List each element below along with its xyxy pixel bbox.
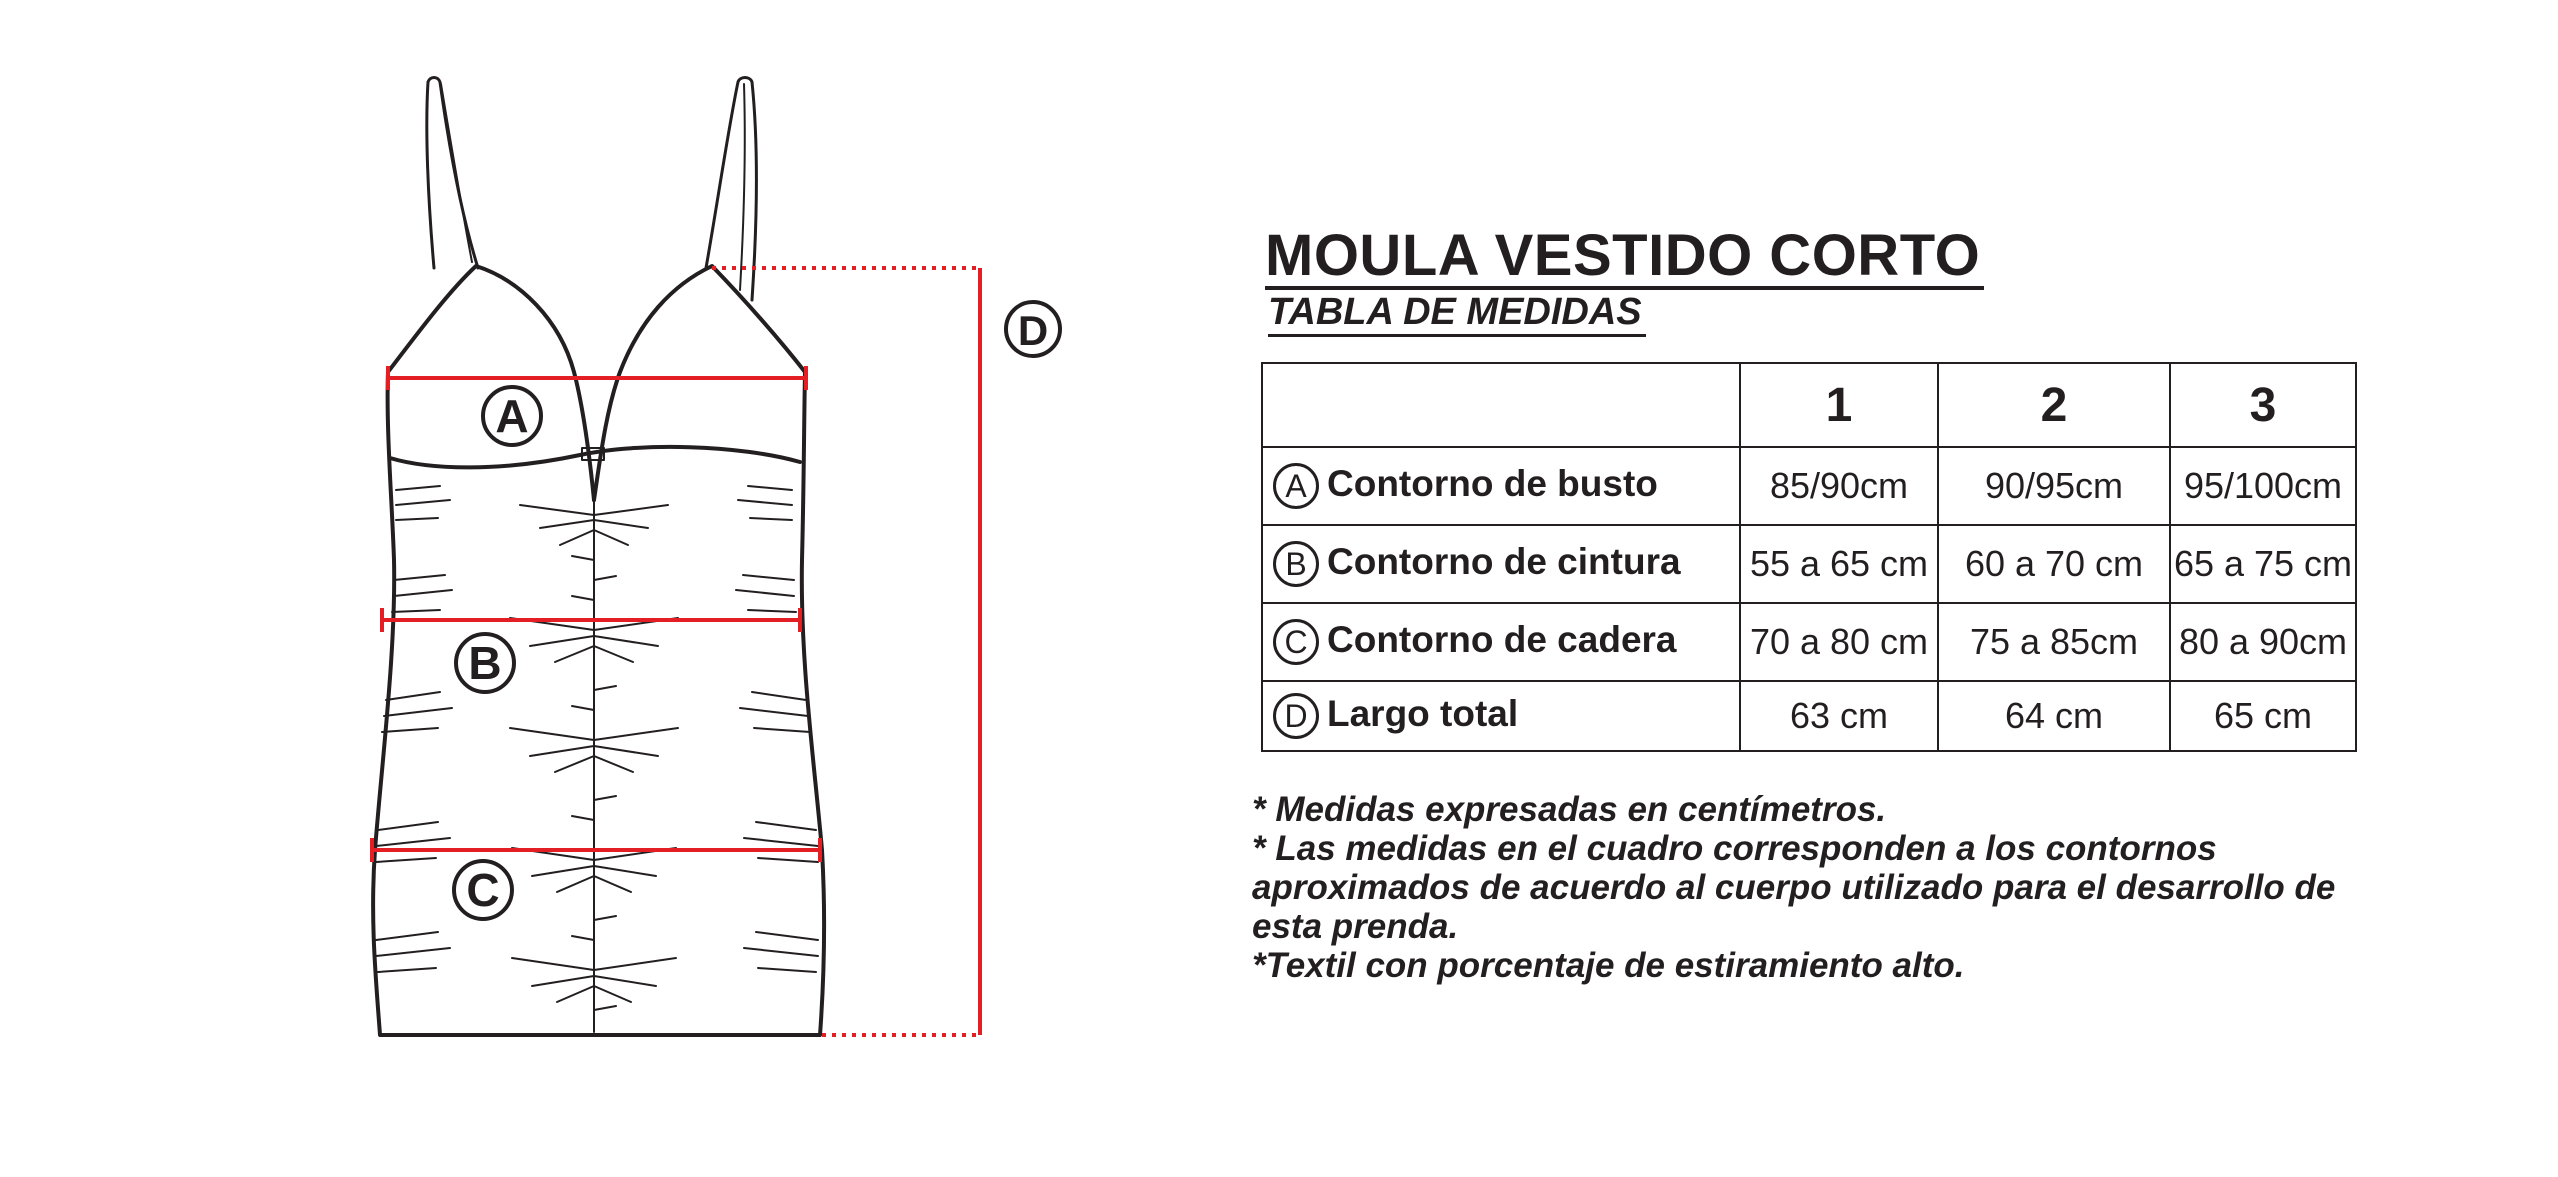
- marker-c: [454, 861, 512, 919]
- value-cell: 95/100cm: [2170, 447, 2356, 525]
- svg-text:C: C: [466, 864, 500, 916]
- right-strap-inner: [740, 84, 745, 290]
- size-header-2: 2: [1938, 363, 2170, 447]
- marker-d: [1006, 302, 1060, 356]
- row-label-text: Contorno de cadera: [1327, 618, 1677, 660]
- value-cell: 85/90cm: [1740, 447, 1938, 525]
- value-cell: 75 a 85cm: [1938, 603, 2170, 681]
- size-header-3: 3: [2170, 363, 2356, 447]
- left-strap-inner: [441, 84, 472, 262]
- page-title: MOULA VESTIDO CORTO: [1265, 226, 1984, 290]
- row-label-bust: [1262, 447, 1740, 525]
- table-header-row: [1262, 363, 2356, 447]
- gather-lines: [376, 486, 818, 1010]
- value-cell: 90/95cm: [1938, 447, 2170, 525]
- value-cell: 63 cm: [1740, 681, 1938, 751]
- header-empty-cell: [1262, 363, 1740, 447]
- value-cell: 70 a 80 cm: [1740, 603, 1938, 681]
- row-label-text: Contorno de cintura: [1327, 540, 1681, 582]
- right-cup: [594, 266, 805, 500]
- measure-line-c: [372, 838, 820, 862]
- value-cell: 65 cm: [2170, 681, 2356, 751]
- marker-b: [456, 634, 514, 692]
- marker-a: [483, 387, 541, 445]
- svg-text:A: A: [495, 390, 529, 442]
- value-cell: 65 a 75 cm: [2170, 525, 2356, 603]
- table-row: [1262, 681, 2356, 751]
- value-cell: 64 cm: [1938, 681, 2170, 751]
- note-1: * Medidas expresadas en centímetros.: [1252, 790, 1887, 829]
- marker-badge: D: [1273, 693, 1319, 739]
- table-row: [1262, 603, 2356, 681]
- note-3: *Textil con porcentaje de estiramiento alto.: [1252, 946, 1965, 985]
- measure-line-a: [388, 366, 806, 390]
- size-table: [1261, 362, 2357, 752]
- row-label-text: Contorno de busto: [1327, 462, 1658, 504]
- size-header-1: 1: [1740, 363, 1938, 447]
- measure-line-b: [382, 608, 800, 632]
- row-label-length: [1262, 681, 1740, 751]
- note-2: * Las medidas en el cuadro corresponden a los contornos aproximados de acuerdo al cuerpo utilizado para el desarrollo de esta prenda.: [1252, 829, 2336, 946]
- marker-badge: B: [1273, 541, 1319, 587]
- marker-badge: A: [1273, 463, 1319, 509]
- row-label-hip: [1262, 603, 1740, 681]
- left-strap: [427, 78, 478, 269]
- dress-illustration: [0, 0, 1100, 1177]
- value-cell: 55 a 65 cm: [1740, 525, 1938, 603]
- value-cell: 80 a 90cm: [2170, 603, 2356, 681]
- value-cell: 60 a 70 cm: [1938, 525, 2170, 603]
- marker-badge: C: [1273, 619, 1319, 665]
- table-row: [1262, 525, 2356, 603]
- underbust-seam: [390, 447, 800, 467]
- page-subtitle: TABLA DE MEDIDAS: [1268, 290, 1646, 337]
- svg-text:D: D: [1017, 307, 1049, 354]
- svg-text:B: B: [468, 637, 502, 689]
- table-row: [1262, 447, 2356, 525]
- row-label-waist: [1262, 525, 1740, 603]
- notes: [1252, 790, 2402, 985]
- row-label-text: Largo total: [1327, 692, 1519, 734]
